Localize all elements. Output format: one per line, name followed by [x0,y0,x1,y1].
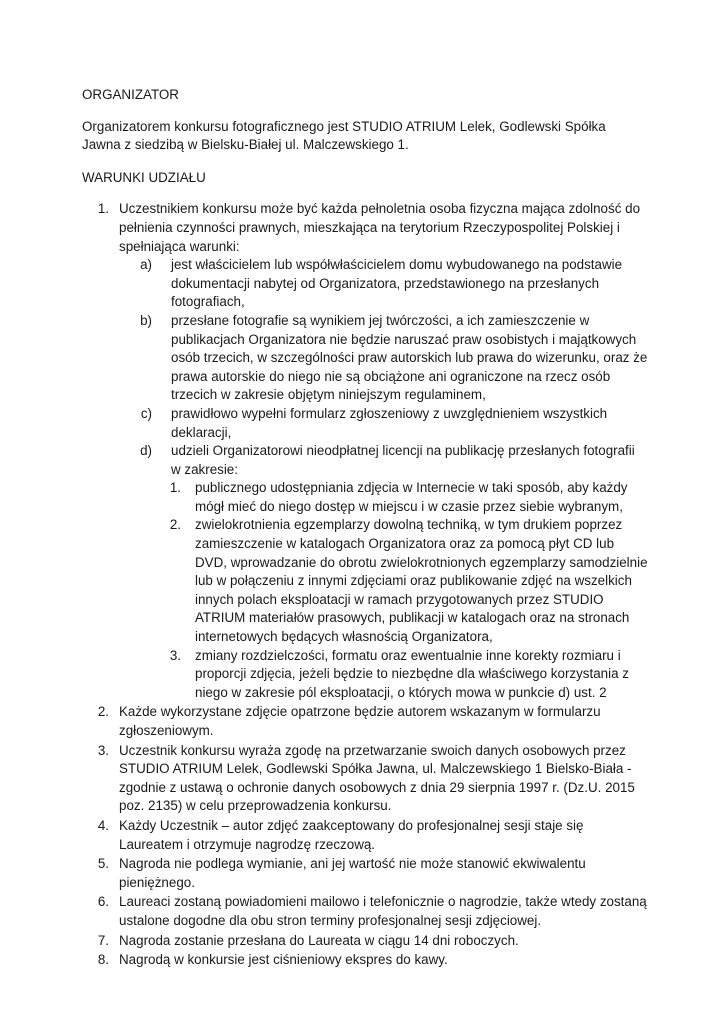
condition-number: 1. [97,201,109,217]
condition-text: Uczestnik konkursu wyraża zgodę na przetwarzanie swoich danych osobowych przez STUDIO ATRIUM Lelek, Godlewski Spółka Jawna, ul. Malczewskiego 1 Bielsko-Biała - zgodnie z ustawą o ochronie danych osobowych z dnia 29 sierpnia 1997 r. (Dz.U. 2015 poz. 2135) w celu przeprowadzenia konkursu. [119,742,635,814]
condition-number: 2. [97,704,109,720]
condition-text: Nagrodą w konkursie jest ciśnieniowy ekspres do kawy. [119,952,448,968]
requirement-text: jest właścicielem lub współwłaścicielem domu wybudowanego na podstawie dokumentacji nabytej od Organizatora, przedstawionego na przesłanych fotografiach, [171,257,623,310]
requirement-text: prawidłowo wypełni formularz zgłoszeniowy z uwzględnieniem wszystkich deklaracji, [171,405,608,440]
condition-item-3 [82,742,648,816]
requirement-letter: a) [140,257,152,273]
condition-number: 5. [97,856,109,872]
license-scope-item-1 [171,479,648,516]
condition-text: Nagroda nie podlega wymianie, ani jej wartość nie może stanowić ekwiwalentu pieniężnego. [119,856,586,890]
license-scope-number: 1. [169,480,181,496]
condition-item-6 [82,893,648,930]
requirement-letter: b) [140,312,152,328]
license-scope-number: 3. [169,647,181,663]
requirements-list [119,256,648,702]
requirement-letter: d) [140,443,152,459]
condition-text: Każdy Uczestnik – autor zdjęć zaakceptowany do profesjonalnej sesji staje się Laureatem i otrzymuje nagrodzę rzeczową. [119,817,584,852]
condition-item-2 [82,703,648,740]
license-scope-text: zmiany rozdzielczości, formatu oraz ewentualnie inne korekty rozmiaru i proporcji zdjęcia, jeżeli będzie to niezbędne dla właściwego korzystania z niego w zakresie pól eksploatacji, o których mowa w punkcie d) ust. 2 [195,647,629,700]
condition-number: 6. [97,894,109,910]
condition-text: Laureaci zostaną powiadomieni mailowo i telefonicznie o nagrodzie, także wtedy zostaną ustalone dogodne dla obu stron terminy profesjonalnej sesji zdjęciowej. [119,894,647,928]
requirement-item-b [119,312,648,405]
condition-text: Każde wykorzystane zdjęcie opatrzone będzie autorem wskazanym w formularzu zgłoszeniowym. [119,704,601,738]
condition-item-7 [82,932,648,951]
condition-number: 8. [97,952,109,968]
organizer-text: Organizatorem konkursu fotograficznego jest STUDIO ATRIUM Lelek, Godlewski Spółka Jawna z siedzibą w Bielsku-Białej ul. Malczewskiego 1. [82,118,606,153]
condition-item-1 [82,200,648,702]
license-scope-item-2 [171,516,648,646]
condition-item-8 [82,951,648,970]
condition-text: Uczestnikiem konkursu może być każda pełnoletnia osoba fizyczna mająca zdolność do pełnienia czynności prawnych, mieszkająca na terytorium Rzeczypospolitej Polskiej i spełniająca warunki: [119,201,641,254]
condition-item-5 [82,855,648,892]
license-scope-text: publicznego udostępniania zdjęcia w Internecie w taki sposób, aby każdy mógł mieć do niego dostęp w miejscu i w czasie przez siebie wybranym, [195,480,628,514]
requirement-item-a [119,256,648,312]
license-scope-list [171,479,648,702]
requirement-letter: c) [140,405,152,421]
license-scope-number: 2. [169,517,181,533]
requirement-item-c [119,405,648,442]
organizer-heading: ORGANIZATOR [82,87,179,102]
document-page [82,86,648,971]
conditions-heading: WARUNKI UDZIAŁU [82,169,206,185]
condition-item-4 [82,817,648,854]
requirement-item-d [119,442,648,702]
requirement-text: przesłane fotografie są wynikiem jej twórczości, a ich zamieszczenie w publikacjach Organizatora nie będzie naruszać praw osobistych i majątkowych osób trzecich, w szczególności praw autorskich lub prawa do wizerunku, oraz że prawa autorskie do niego nie są obciążone ani ograniczone na rzecz osób trzecich w zakresie objętym niniejszym regulaminem, [171,312,648,403]
license-scope-item-3 [171,647,648,703]
conditions-list [82,200,648,969]
license-scope-text: zwielokrotnienia egzemplarzy dowolną techniką, w tym drukiem poprzez zamieszczenie w katalogach Organizatora oraz za pomocą płyt CD lub DVD, wprowadzanie do obrotu zwielokrotnionych egzemplarzy samodzielnie lub w połączeniu z innymi zdjęciami oraz publikowanie zdjęć na wszelkich innych polach eksploatacji w ramach przygotowanych przez STUDIO ATRIUM materiałów prasowych, publikacji w katalogach oraz na stronach internetowych będących własnością Organizatora, [195,517,648,645]
requirement-text: udzieli Organizatorowi nieodpłatnej licencji na publikację przesłanych fotografii w zakresie: [171,443,635,477]
condition-number: 4. [97,817,109,833]
condition-number: 3. [97,742,109,758]
condition-text: Nagroda zostanie przesłana do Laureata w ciągu 14 dni roboczych. [119,932,519,948]
condition-number: 7. [97,932,109,948]
